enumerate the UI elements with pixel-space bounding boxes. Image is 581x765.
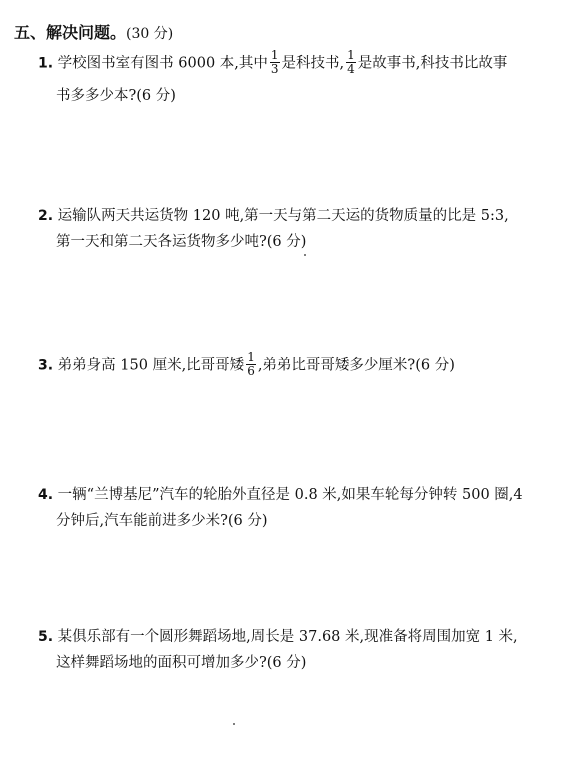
- fraction: [246, 351, 256, 378]
- question-text: 第一天和第二天各运货物多少吨?(6 分): [56, 234, 307, 250]
- question-3-line-1: [38, 352, 568, 379]
- question-5-line-1: [38, 626, 568, 648]
- question-number: 5.: [38, 629, 54, 645]
- question-5: [38, 626, 568, 674]
- section-points: (30 分): [126, 26, 174, 42]
- question-1-line-1: [38, 50, 568, 77]
- question-text: 学校图书室有图书 6000 本,其中: [57, 55, 268, 72]
- question-4-line-1: [38, 484, 568, 506]
- section-heading: [14, 22, 173, 45]
- fraction-numerator: 1: [247, 350, 255, 364]
- question-text: 运输队两天共运货物 120 吨,第一天与第二天运的货物质量的比是 5:3,: [57, 208, 509, 224]
- fraction-numerator: 1: [347, 48, 355, 62]
- question-text: 一辆“兰博基尼”汽车的轮胎外直径是 0.8 米,如果车轮每分钟转 500 圈,4: [57, 487, 523, 503]
- scan-speck: [233, 723, 235, 725]
- question-text: 书多多少本?(6 分): [56, 88, 176, 104]
- section-title: 五、解决问题。: [14, 23, 127, 42]
- question-2-line-2: [38, 231, 568, 253]
- fraction-denominator: 6: [247, 364, 255, 378]
- question-text: 是科技书,: [281, 55, 345, 72]
- question-2-line-1: [38, 205, 568, 227]
- question-4-line-2: [38, 510, 568, 532]
- question-text: 分钟后,汽车能前进多少米?(6 分): [56, 513, 268, 529]
- question-2: [38, 205, 568, 253]
- question-number: 4.: [38, 487, 54, 503]
- fraction: [346, 49, 356, 76]
- question-text: ,弟弟比哥哥矮多少厘米?(6 分): [257, 357, 455, 374]
- question-text: 这样舞蹈场地的面积可增加多少?(6 分): [56, 655, 307, 671]
- scan-speck: [304, 254, 306, 256]
- question-1-line-2: [38, 85, 568, 107]
- question-number: 2.: [38, 208, 54, 224]
- question-text: 是故事书,科技书比故事: [357, 55, 508, 72]
- fraction: [270, 49, 280, 76]
- fraction-denominator: 4: [347, 62, 355, 76]
- question-text: 某俱乐部有一个圆形舞蹈场地,周长是 37.68 米,现准备将周围加宽 1 米,: [57, 629, 518, 645]
- fraction-numerator: 1: [270, 48, 279, 62]
- fraction-denominator: 3: [270, 62, 279, 76]
- question-5-line-2: [38, 652, 568, 674]
- question-number: 3.: [38, 357, 54, 374]
- question-number: 1.: [38, 55, 54, 72]
- question-1: [38, 50, 568, 107]
- question-4: [38, 484, 568, 532]
- question-text: 弟弟身高 150 厘米,比哥哥矮: [57, 357, 245, 374]
- question-3: [38, 352, 568, 379]
